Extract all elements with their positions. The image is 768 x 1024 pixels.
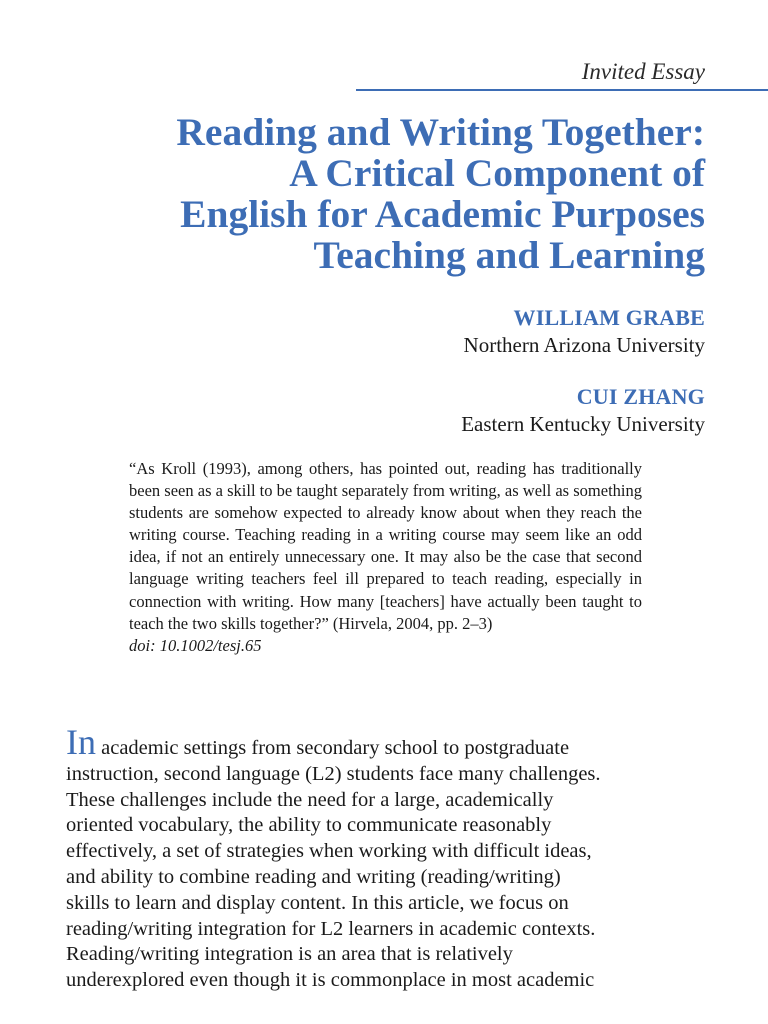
body-line: and ability to combine reading and writing (reading/writing) xyxy=(66,865,561,888)
author-affiliation: Eastern Kentucky University xyxy=(461,412,705,436)
author-name: WILLIAM GRABE xyxy=(513,305,705,330)
section-divider xyxy=(356,89,768,91)
epigraph-quote: “As Kroll (1993), among others, has pointed out, reading has traditionally been seen as a skill to be taught separately from writing, as well as something students are somehow expected to already know about when they reach the writing course. Teaching reading in a writing course may seem like an odd idea, if not an entirely unnecessary one. It may also be the case that second language writing teachers feel ill prepared to teach reading, especially in connection with writing. How many [teachers] have actually been taught to teach the two skills together?” (Hirvela, 2004, pp. 2–3) xyxy=(129,459,642,633)
body-line: These challenges include the need for a large, academically xyxy=(66,788,554,811)
body-line: reading/writing integration for L2 learners in academic contexts. xyxy=(66,917,596,940)
title-line: Teaching and Learning xyxy=(313,233,705,277)
body-line: skills to learn and display content. In this article, we focus on xyxy=(66,891,569,914)
title-line: A Critical Component of xyxy=(289,151,705,195)
doi-link[interactable]: doi: 10.1002/tesj.65 xyxy=(129,635,262,655)
section-label: Invited Essay xyxy=(581,59,705,84)
drop-cap: In xyxy=(66,722,96,762)
body-line: Reading/writing integration is an area that is relatively xyxy=(66,943,513,966)
body-line-text: academic settings from secondary school to postgraduate xyxy=(96,737,570,759)
author-name: CUI ZHANG xyxy=(576,384,705,409)
title-line: English for Academic Purposes xyxy=(180,192,705,236)
author-affiliation: Northern Arizona University xyxy=(463,333,705,357)
body-line xyxy=(66,722,706,762)
body-line: underexplored even though it is commonplace in most academic xyxy=(66,969,595,992)
body-line: instruction, second language (L2) students face many challenges. xyxy=(66,762,601,785)
article-title xyxy=(65,112,705,276)
author-block xyxy=(464,305,705,359)
title-line: Reading and Writing Together: xyxy=(176,110,705,154)
author-block xyxy=(461,384,705,438)
epigraph xyxy=(129,458,642,657)
body-line: effectively, a set of strategies when working with difficult ideas, xyxy=(66,840,592,863)
body-paragraph xyxy=(66,722,706,994)
body-line: oriented vocabulary, the ability to communicate reasonably xyxy=(66,814,552,837)
